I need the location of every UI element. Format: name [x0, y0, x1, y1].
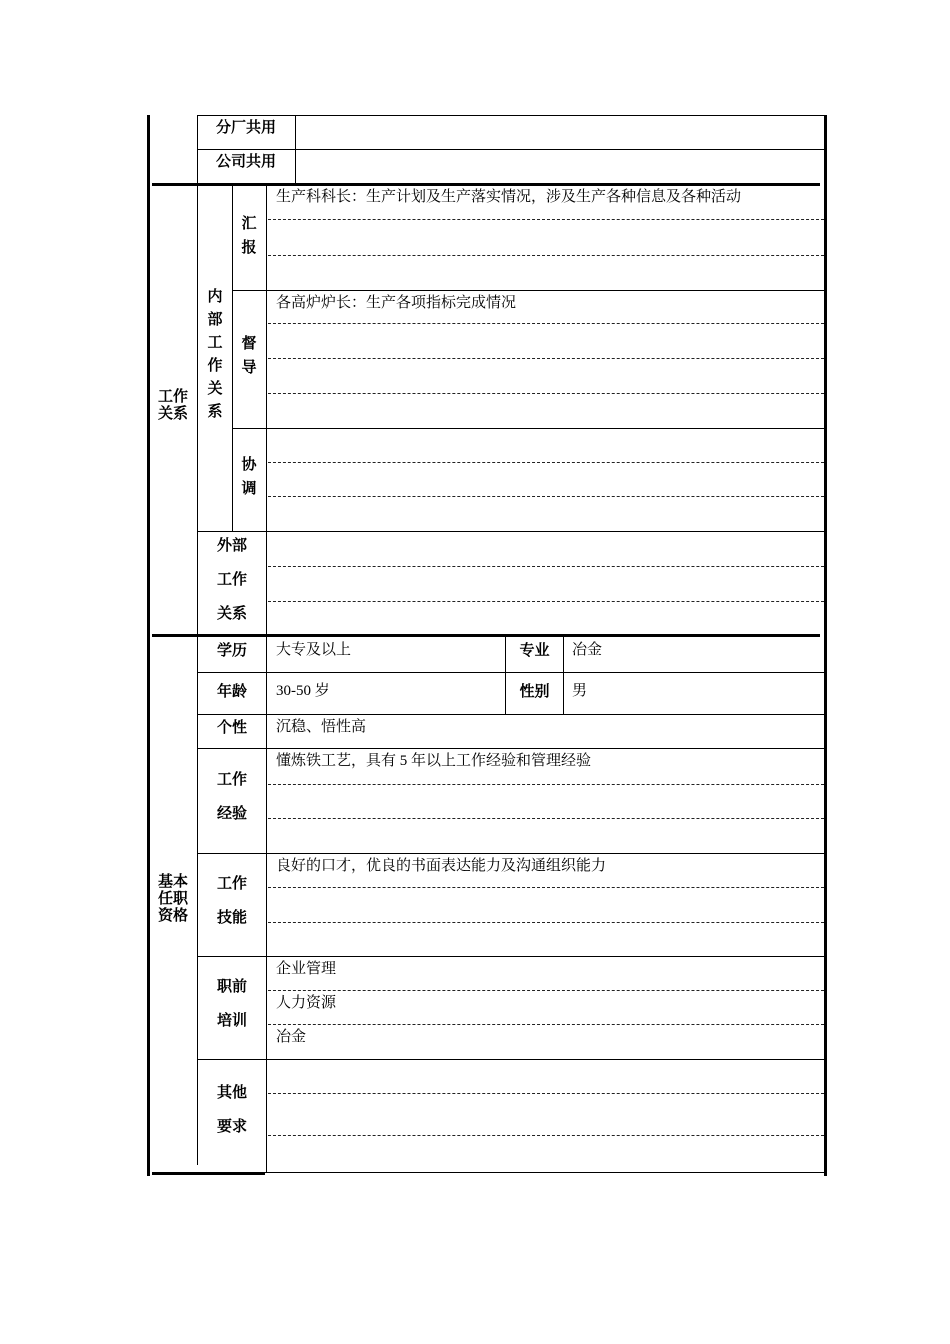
dashed-line — [268, 462, 824, 463]
dashed-line — [268, 601, 824, 602]
qualifications-label: 基本任职资格 — [157, 873, 188, 924]
training-label-line2: 培训 — [216, 1012, 247, 1029]
dashed-line — [268, 255, 824, 256]
report-content: 生产科科长：生产计划及生产落实情况，涉及生产各种信息及各种活动 — [276, 189, 742, 205]
dashed-line — [268, 1093, 824, 1094]
other-label-line2: 要求 — [216, 1118, 247, 1135]
row-sep-experience — [197, 748, 826, 749]
table-left-border — [147, 115, 150, 1176]
gender-label: 性别 — [519, 683, 550, 700]
row-sep-supervise — [232, 290, 826, 291]
table-right-border — [824, 115, 827, 1176]
row-sep-other — [197, 1059, 826, 1060]
table-top-border — [197, 115, 826, 116]
row-sep-company — [197, 149, 826, 150]
row-sep-skills — [197, 853, 826, 854]
skills-value: 良好的口才，优良的书面表达能力及沟通组织能力 — [276, 858, 607, 874]
dashed-line — [268, 358, 824, 359]
experience-label-line1: 工作 — [216, 771, 247, 788]
col-sep-internal — [232, 185, 233, 531]
education-label: 学历 — [216, 642, 247, 659]
dashed-line — [268, 323, 824, 324]
training-label-line1: 职前 — [216, 978, 247, 995]
report-label: 汇报 — [241, 215, 257, 256]
company-shared-label: 公司共用 — [215, 153, 276, 170]
dashed-line — [268, 990, 824, 991]
experience-value: 懂炼铁工艺，具有 5 年以上工作经验和管理经验 — [276, 753, 592, 769]
training-item: 人力资源 — [276, 995, 337, 1011]
internal-relations-label: 内部工作关系 — [207, 288, 223, 420]
training-item: 冶金 — [276, 1029, 307, 1045]
table-bottom-border — [152, 1172, 265, 1175]
dashed-line — [268, 496, 824, 497]
row-sep-training — [197, 956, 826, 957]
dashed-line — [268, 887, 824, 888]
external-label-line3: 关系 — [216, 605, 247, 622]
experience-label-line2: 经验 — [216, 805, 247, 822]
dashed-line — [268, 1135, 824, 1136]
col-sep-major-value — [563, 637, 564, 715]
table-bottom-border-right — [265, 1172, 826, 1173]
major-label: 专业 — [519, 642, 550, 659]
gender-value: 男 — [572, 683, 588, 699]
row-sep-personality — [197, 714, 826, 715]
col-sep-content — [266, 185, 267, 1172]
dashed-line — [268, 566, 824, 567]
dashed-line — [268, 818, 824, 819]
branch-shared-label: 分厂共用 — [215, 119, 276, 136]
dashed-line — [268, 393, 824, 394]
row-sep-age — [197, 672, 826, 673]
row-sep-external — [197, 531, 826, 532]
dashed-line — [268, 1024, 824, 1025]
coordinate-label: 协调 — [241, 456, 257, 497]
training-item: 企业管理 — [276, 961, 337, 977]
skills-label-line1: 工作 — [216, 875, 247, 892]
age-label: 年龄 — [216, 683, 247, 700]
age-value: 30-50 岁 — [276, 683, 330, 699]
dashed-line — [268, 784, 824, 785]
supervise-content: 各高炉炉长：生产各项指标完成情况 — [276, 295, 517, 311]
dashed-line — [268, 922, 824, 923]
work-relations-label: 工作关系 — [157, 388, 188, 422]
col-sep-top-label — [295, 115, 296, 185]
section-sep-qualifications — [152, 634, 820, 637]
row-sep-coordinate — [232, 428, 826, 429]
external-label-line1: 外部 — [216, 537, 247, 554]
skills-label-line2: 技能 — [216, 909, 247, 926]
personality-value: 沉稳、悟性高 — [276, 719, 367, 735]
dashed-line — [268, 219, 824, 220]
supervise-label: 督导 — [241, 335, 257, 376]
external-label-line2: 工作 — [216, 571, 247, 588]
section-sep-relations — [152, 183, 820, 186]
other-label-line1: 其他 — [216, 1084, 247, 1101]
major-value: 冶金 — [572, 642, 603, 658]
col-sep-section — [197, 115, 198, 1165]
education-value: 大专及以上 — [276, 642, 352, 658]
personality-label: 个性 — [216, 719, 247, 736]
